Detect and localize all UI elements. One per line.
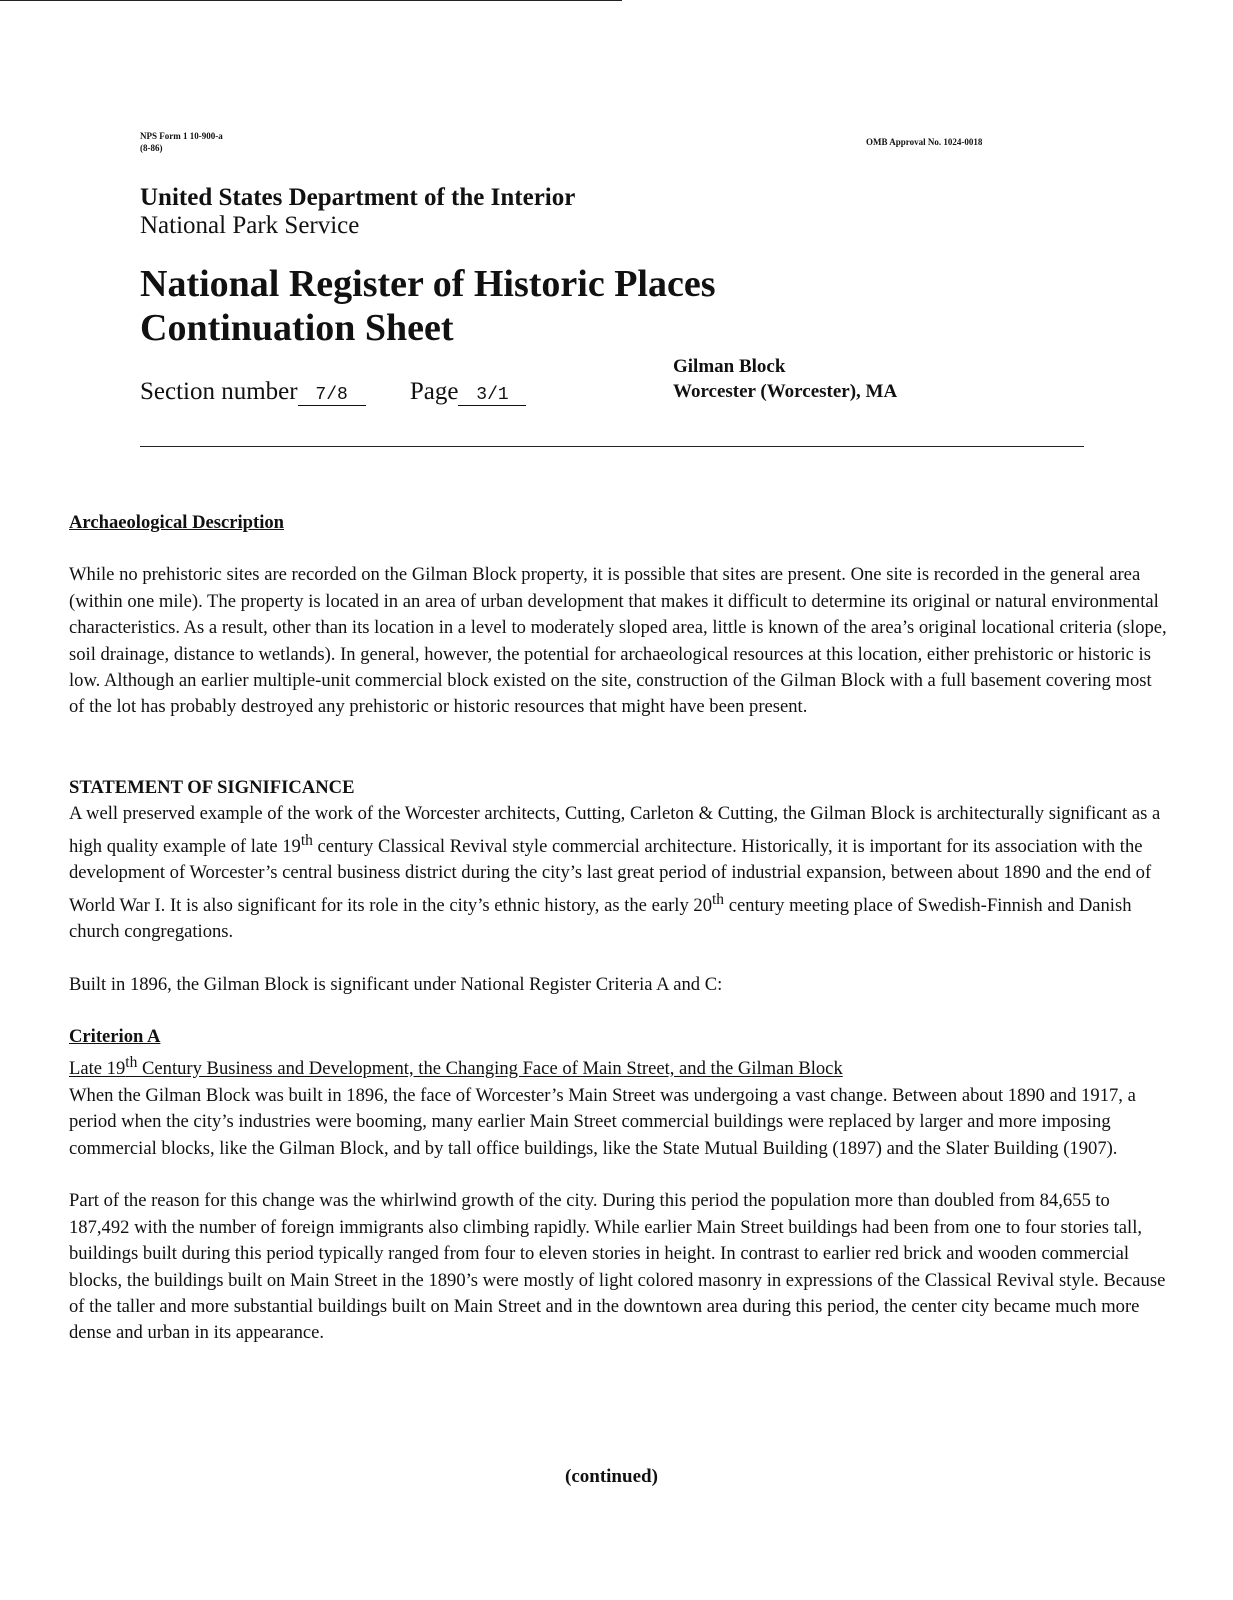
form-number: NPS Form 1 10-900-a	[140, 131, 223, 141]
continued-note: (continued)	[565, 1466, 658, 1487]
criterion-a-paragraph: When the Gilman Block was built in 1896, the face of Worcester’s Main Street was undergoing a vast change. Between about 1890 and 1917, a period when the city’s industries were booming, many earlier Main Street commercial buildings were replaced by larger and more imposing commercial blocks, like the Gilman Block, and by tall office buildings, like the State Mutual Building (1897) and the Slater Building (1907).	[69, 1085, 1136, 1159]
form-identifier	[140, 130, 223, 154]
section-number-value: 7/8	[298, 385, 366, 406]
section-page-row	[140, 378, 526, 406]
archaeology-paragraph: While no prehistoric sites are recorded on the Gilman Block property, it is possible that sites are present. One site is recorded in the general area (within one mile). The property is located in an area of urban development that makes it difficult to determine its original or natural environmental characteristics. As a result, other than its location in a level to moderately sloped area, little is known of the area’s original locational criteria (slope, soil drainage, distance to wetlands). In general, however, the potential for archaeological resources at this location, either prehistoric or historic is low. Although an earlier multiple-unit commercial block existed on the site, construction of the Gilman Block with a full basement covering most of the lot has probably destroyed any prehistoric or historic resources that might have been present.	[69, 564, 1167, 718]
agency-header	[140, 184, 575, 240]
page-value: 3/1	[458, 385, 526, 406]
archaeology-heading: Archaeological Description	[69, 512, 284, 533]
property-location: Worcester (Worcester), MA	[673, 381, 898, 402]
header-divider	[140, 446, 1084, 447]
document-body	[69, 510, 1169, 1347]
title-line-2: Continuation Sheet	[140, 307, 454, 349]
property-info	[673, 354, 897, 404]
criterion-a-subheading: Late 19th Century Business and Development, the Changing Face of Main Street, and the Gilman Block	[69, 1054, 843, 1080]
section-number-label: Section number	[140, 378, 298, 405]
criterion-a-heading: Criterion A	[69, 1026, 161, 1048]
significance-paragraph: A well preserved example of the work of the Worcester architects, Cutting, Carleton & Cutting, the Gilman Block is architecturally significant as a high quality example of late 19th century Classical Revival style commercial architecture. Historically, it is important for its association with the development of Worcester’s central business district during the city’s last great period of industrial expansion, between about 1890 and the end of World War I. It is also significant for its role in the city’s ethnic history, as the early 20th century meeting place of Swedish-Finnish and Danish church congregations.	[69, 803, 1161, 943]
criteria-intro: Built in 1896, the Gilman Block is significant under National Register Criteria A and C:	[69, 973, 723, 995]
document-title	[140, 262, 716, 350]
department-name: United States Department of the Interior	[140, 184, 576, 211]
property-name: Gilman Block	[673, 356, 786, 377]
form-revision-date: (8-86)	[140, 143, 163, 153]
service-name: National Park Service	[140, 212, 360, 239]
growth-paragraph: Part of the reason for this change was the whirlwind growth of the city. During this period the population more than doubled from 84,655 to 187,492 with the number of foreign immigrants also climbing rapidly. While earlier Main Street buildings had been from one to four stories tall, buildings built during this period typically ranged from four to eleven stories in height. In contrast to earlier red brick and wooden commercial blocks, the buildings built on Main Street in the 1890’s were mostly of light colored masonry in expressions of the Classical Revival style. Because of the taller and more substantial buildings built on Main Street and in the downtown area during this period, the center city became much more dense and urban in its appearance.	[69, 1190, 1166, 1344]
page-label: Page	[409, 378, 459, 405]
omb-approval: OMB Approval No. 1024-0018	[866, 137, 983, 147]
significance-heading: STATEMENT OF SIGNIFICANCE	[69, 776, 355, 798]
title-line-1: National Register of Historic Places	[140, 263, 716, 305]
top-edge-rule	[0, 0, 622, 1]
